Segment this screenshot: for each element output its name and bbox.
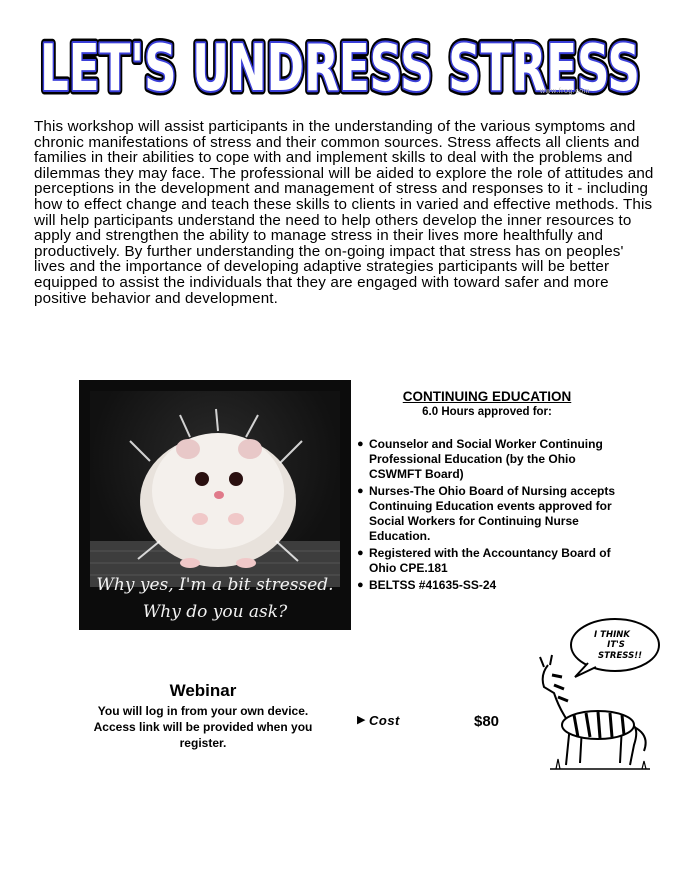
- photo-caption-line2: Why do you ask?: [142, 602, 288, 622]
- cost-value: $80: [474, 713, 500, 730]
- webinar-title: Webinar: [169, 681, 237, 700]
- ce-item-text: Nurses-The Ohio Board of Nursing accepts Continuing Education events approved for Social Workers for Continuing Nurse Education.: [369, 484, 616, 543]
- list-item: [355, 578, 625, 593]
- list-item: [355, 484, 625, 544]
- intro-paragraph: This workshop will assist participants in the understanding of the various symptoms and chronic manifestations of stress and their common sources. Stress affects all clients and families in their abilities to cope with and implement skills to deal with the problems and dilemmas they may face. The professional will be aided to explore the role of attitudes and perceptions in the development and management of stress and responses to it - including how to effect change and teach these skills to clients in varied and effective methods. This will help participants understand the need to help others develop the inner resources to apply and strengthen the ability to manage stress in their lives more healthfully and productively. By further understanding the on-going impact that stress has on peoples' lives and the importance of developing adaptive strategies participants will be better equipped to assist the individuals that they are engaged with toward safer and more positive behavior and development.: [34, 118, 654, 307]
- ce-subtitle: 6.0 Hours approved for:: [422, 406, 552, 418]
- banner-title: [30, 20, 650, 110]
- list-item: [355, 437, 625, 482]
- banner-title-inner: LET'S UNDRESS STRESS: [40, 32, 640, 106]
- bullet-icon: ●: [357, 438, 364, 450]
- hamster-image: [90, 391, 340, 587]
- zebra-cartoon: [530, 615, 670, 775]
- ce-item-text: BELTSS #41635-SS-24: [369, 578, 497, 592]
- ce-title: CONTINUING EDUCATION: [402, 389, 572, 404]
- bullet-icon: ●: [357, 579, 364, 591]
- bullet-icon: ●: [357, 485, 364, 497]
- bullet-icon: ●: [357, 547, 364, 559]
- banner-title-text: LET'S UNDRESS STRESS: [40, 32, 640, 106]
- arrow-right-icon: ▶: [357, 714, 366, 726]
- list-item: [355, 546, 625, 576]
- ce-list: [355, 437, 625, 595]
- bubble-line2: IT'S: [607, 640, 625, 650]
- banner-watermark: www.frog.com: [540, 88, 590, 95]
- webinar-description: [88, 703, 318, 751]
- ce-item-text: Registered with the Accountancy Board of Ohio CPE.181: [369, 546, 611, 575]
- bubble-line3: STRESS!!: [598, 651, 642, 661]
- photo-caption-line1: Why yes, I'm a bit stressed.: [96, 575, 334, 595]
- ce-item-text: Counselor and Social Worker Continuing Professional Education (by the Ohio CSWMFT Board): [369, 437, 603, 481]
- bubble-line1: I THINK: [594, 630, 630, 640]
- webinar-line2: Access link will be provided when you register.: [93, 720, 313, 750]
- webinar-line1: You will log in from your own device.: [97, 704, 309, 718]
- cost-label: Cost: [369, 713, 400, 728]
